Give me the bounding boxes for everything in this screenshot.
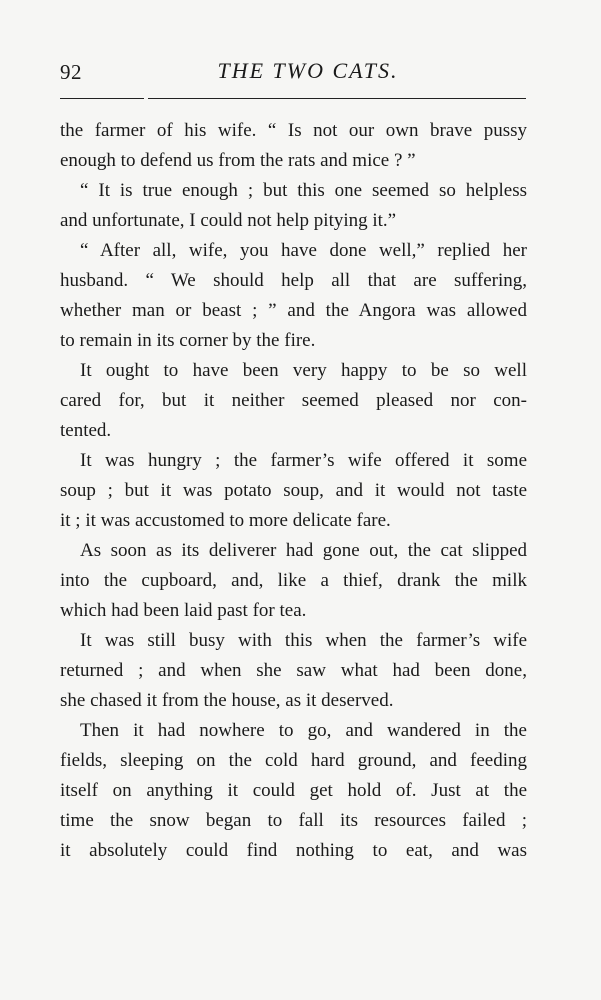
body-text bbox=[60, 116, 527, 866]
text-line: “ After all, wife, you have done well,” replied her bbox=[80, 240, 527, 261]
text-line: whether man or beast ; ” and the Angora was allowed bbox=[60, 300, 527, 321]
text-line: It ought to have been very happy to be so well bbox=[80, 360, 527, 381]
text-line: It was hungry ; the farmer’s wife offered it some bbox=[80, 450, 527, 471]
text-line: As soon as its deliverer had gone out, the cat slipped bbox=[80, 540, 527, 561]
text-line: tented. bbox=[60, 420, 112, 441]
text-line: and unfortunate, I could not help pitying it.” bbox=[60, 210, 397, 231]
text-line: which had been laid past for tea. bbox=[60, 600, 307, 621]
text-line: “ It is true enough ; but this one seemed so helpless bbox=[80, 180, 527, 201]
text-line: fields, sleeping on the cold hard ground, and feeding bbox=[60, 750, 527, 771]
text-line: It was still busy with this when the farmer’s wife bbox=[80, 630, 527, 651]
text-line: husband. “ We should help all that are suffering, bbox=[60, 270, 527, 291]
text-line: cared for, but it neither seemed pleased nor con- bbox=[60, 390, 527, 411]
page-header bbox=[60, 58, 528, 98]
text-line: it absolutely could find nothing to eat, and was bbox=[60, 840, 527, 861]
text-line: enough to defend us from the rats and mice ? ” bbox=[60, 150, 416, 171]
header-rule bbox=[60, 98, 526, 99]
text-line: the farmer of his wife. “ Is not our own brave pussy bbox=[60, 120, 527, 141]
text-line: time the snow began to fall its resources failed ; bbox=[60, 810, 527, 831]
running-title: THE TWO CATS. bbox=[217, 58, 399, 83]
text-line: to remain in its corner by the fire. bbox=[60, 330, 316, 351]
text-line: it ; it was accustomed to more delicate fare. bbox=[60, 510, 391, 531]
text-line: soup ; but it was potato soup, and it would not taste bbox=[60, 480, 527, 501]
header-rule-gap bbox=[144, 96, 148, 101]
text-line: she chased it from the house, as it deserved. bbox=[60, 690, 394, 711]
page-number: 92 bbox=[60, 60, 82, 84]
text-line: into the cupboard, and, like a thief, drank the milk bbox=[60, 570, 527, 591]
text-line: Then it had nowhere to go, and wandered in the bbox=[80, 720, 527, 741]
text-line: itself on anything it could get hold of. Just at the bbox=[60, 780, 527, 801]
text-line: returned ; and when she saw what had been done, bbox=[60, 660, 527, 681]
